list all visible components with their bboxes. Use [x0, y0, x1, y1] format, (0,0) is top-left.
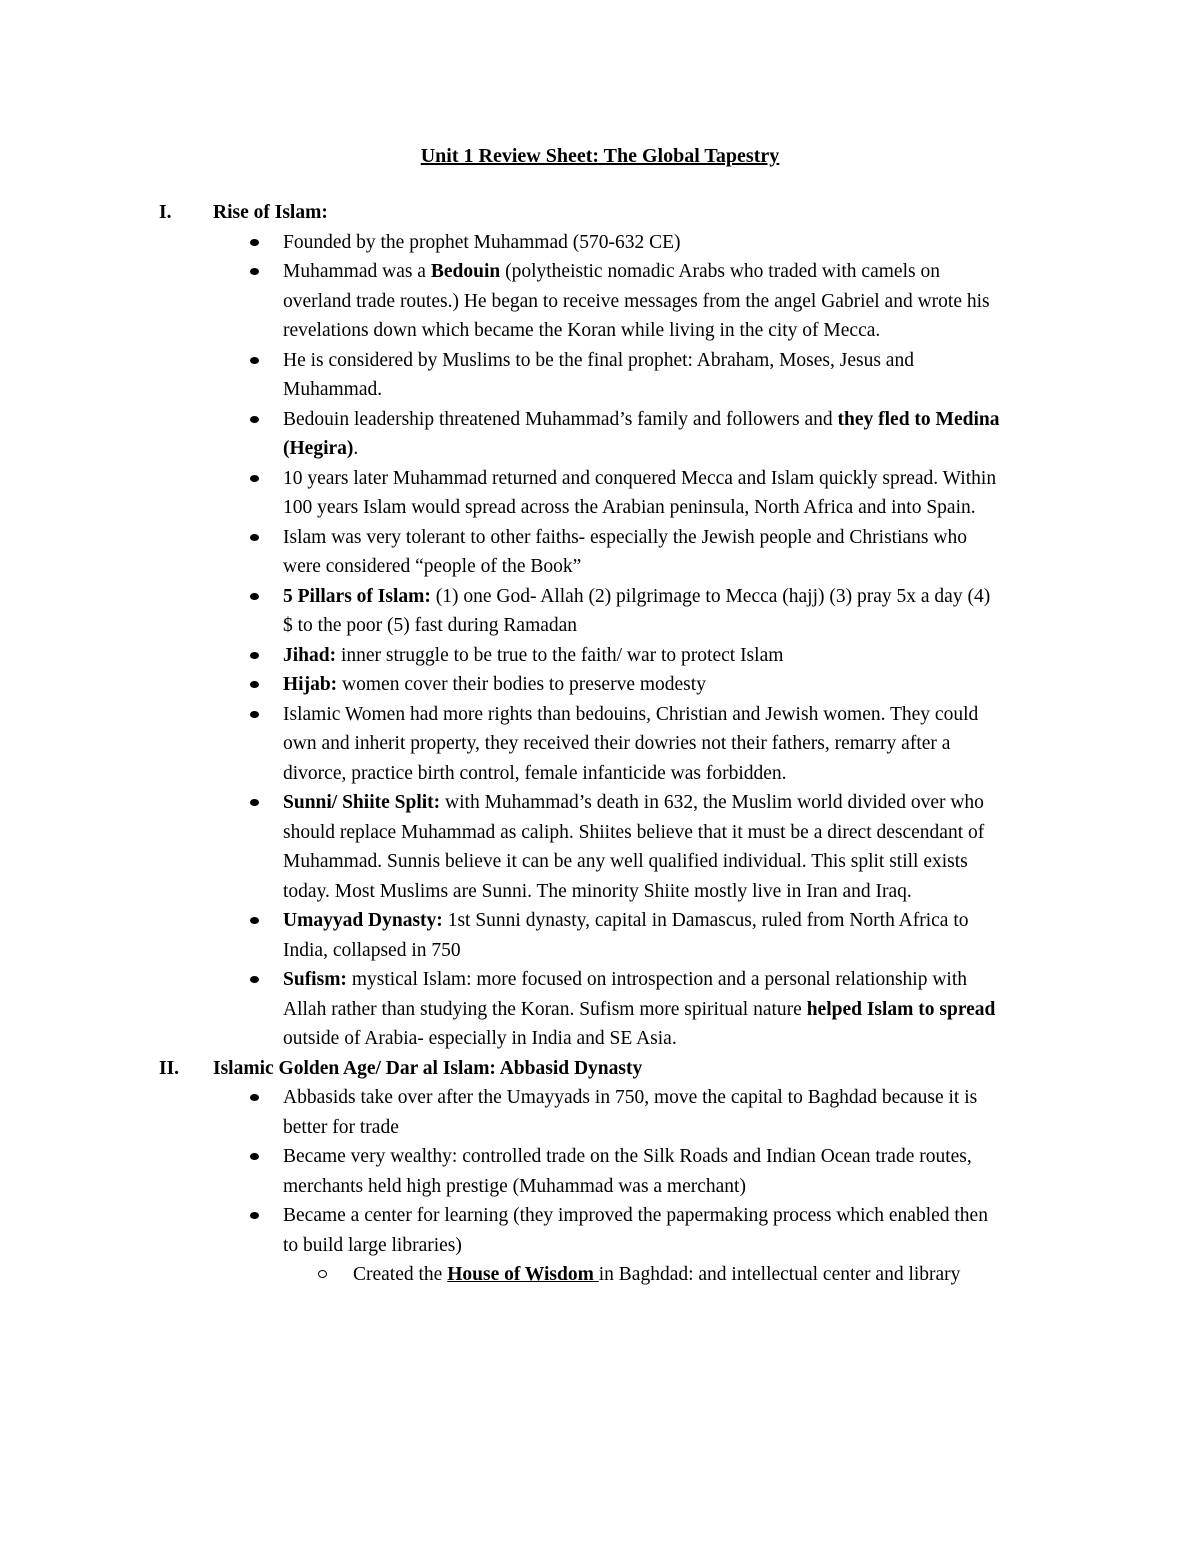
document-title: Unit 1 Review Sheet: The Global Tapestry: [420, 145, 780, 167]
bullet-icon: [250, 799, 259, 806]
bullet-icon: [250, 711, 259, 718]
list-item-text: .: [353, 438, 359, 459]
section-numeral: I.: [159, 202, 172, 223]
list-item: [0, 405, 1003, 464]
bullet-list-rise-of-islam: [0, 228, 1200, 1054]
bullet-icon: [250, 681, 259, 688]
list-item: [0, 1142, 1003, 1201]
list-item-text: Founded by the prophet Muhammad (570-632 CE): [283, 231, 681, 253]
list-item: [0, 464, 1003, 523]
bullet-icon: [250, 475, 259, 482]
list-item-text: Islamic Women had more rights than bedouins, Christian and Jewish women. They could own and inherit property, they received their dowries not their fathers, remarry after a divorce, practice birth control, female infanticide was forbidden.: [283, 703, 979, 784]
list-item: [0, 228, 1003, 258]
list-item-text: (polytheistic nomadic Arabs who traded with camels on overland trade routes.) He began to receive messages from the angel Gabriel and wrote his revelations down which became the Koran while living in the city of Mecca.: [283, 261, 990, 341]
bold-underlined-term: House of Wisdom: [447, 1264, 599, 1285]
list-item-text: in Baghdad: and intellectual center and library: [598, 1264, 961, 1285]
list-item-text: Created the: [353, 1264, 448, 1285]
bullet-icon: [250, 534, 259, 541]
bold-term: 5 Pillars of Islam:: [283, 585, 431, 607]
bullet-icon: [250, 976, 259, 983]
list-item-text: outside of Arabia- especially in India and SE Asia.: [283, 1028, 677, 1049]
list-item-text: Islam was very tolerant to other faiths- especially the Jewish people and Christians who were considered “people of the Book”: [283, 526, 967, 577]
bullet-list-golden-age: [0, 1083, 1200, 1290]
bullet-icon: [250, 593, 259, 600]
bullet-icon: [250, 357, 259, 364]
sub-list-item: [0, 1260, 973, 1290]
section-heading-rise-of-islam: [0, 198, 1200, 228]
list-item-text: Muhammad was a: [283, 261, 431, 282]
list-item-text: 1st Sunni dynasty, capital in Damascus, ruled from North Africa to India, collapsed in 750: [283, 910, 969, 961]
section-heading-text: Islamic Golden Age/ Dar al Islam: Abbasid Dynasty: [213, 1057, 643, 1079]
list-item: [0, 1201, 1003, 1260]
bold-term: Sunni/ Shiite Split:: [283, 792, 441, 813]
list-item: [0, 641, 1003, 671]
list-item-text: Became a center for learning (they improved the papermaking process which enabled then to build large libraries): [283, 1205, 988, 1256]
list-item-text: 10 years later Muhammad returned and conquered Mecca and Islam quickly spread. Within 100 years Islam would spread across the Arabian peninsula, North Africa and into Spain.: [283, 467, 997, 518]
list-item: [0, 257, 1003, 346]
list-item-text: (1) one God- Allah (2) pilgrimage to Mecca (hajj) (3) pray 5x a day (4) $ to the poor (5) fast during Ramadan: [283, 585, 991, 636]
section-heading-islamic-golden-age: [0, 1054, 1200, 1084]
bold-term: helped Islam to spread: [806, 998, 996, 1020]
bold-term: Sufism:: [283, 969, 347, 990]
list-item: [0, 906, 1003, 965]
list-item: [0, 582, 1003, 641]
bullet-icon: [250, 1212, 259, 1219]
list-item: [0, 965, 1003, 1054]
bold-term: Umayyad Dynasty:: [283, 910, 443, 931]
list-item: [0, 523, 1003, 582]
bullet-icon: [250, 1094, 259, 1101]
hollow-bullet-icon: [318, 1270, 327, 1278]
section-heading-text: Rise of Islam:: [213, 202, 328, 223]
list-item: [0, 346, 1003, 405]
bullet-icon: [250, 917, 259, 924]
list-item-text: Abbasids take over after the Umayyads in 750, move the capital to Baghdad because it is better for trade: [283, 1087, 978, 1138]
bold-term: they fled to Medina (Hegira): [283, 408, 1000, 459]
bold-term: Jihad:: [283, 644, 337, 666]
list-item: [0, 670, 1003, 700]
list-item-text: women cover their bodies to preserve modesty: [337, 674, 706, 695]
list-item-text: mystical Islam: more focused on introspection and a personal relationship with Allah rather than studying the Koran. Sufism more spiritual nature: [283, 969, 967, 1020]
section-numeral: II.: [159, 1057, 180, 1079]
bullet-icon: [250, 268, 259, 275]
bullet-icon: [250, 239, 259, 246]
list-item-text: Became very wealthy: controlled trade on the Silk Roads and Indian Ocean trade routes, merchants held high prestige (Muhammad was a merchant): [283, 1146, 972, 1197]
list-item: [0, 788, 1003, 906]
list-item-text: with Muhammad’s death in 632, the Muslim world divided over who should replace Muhammad as caliph. Shiites believe that it must be a direct descendant of Muhammad. Sunnis believe it can be any well qualified individual. This split still exists today. Most Muslims are Sunni. The minority Shiite mostly live in Iran and Iraq.: [283, 792, 985, 902]
list-item: [0, 700, 1003, 789]
bullet-icon: [250, 1153, 259, 1160]
bold-term: Hijab:: [283, 674, 338, 695]
document-body: [0, 198, 1200, 1290]
bullet-icon: [250, 652, 259, 659]
list-item-text: Bedouin leadership threatened Muhammad’s family and followers and: [283, 408, 838, 430]
list-item-text: inner struggle to be true to the faith/ war to protect Islam: [336, 644, 784, 666]
list-item-text: He is considered by Muslims to be the final prophet: Abraham, Moses, Jesus and Muhammad.: [283, 349, 914, 400]
list-item: [0, 1083, 1003, 1142]
bold-term: Bedouin: [430, 261, 501, 282]
bullet-icon: [250, 416, 259, 423]
